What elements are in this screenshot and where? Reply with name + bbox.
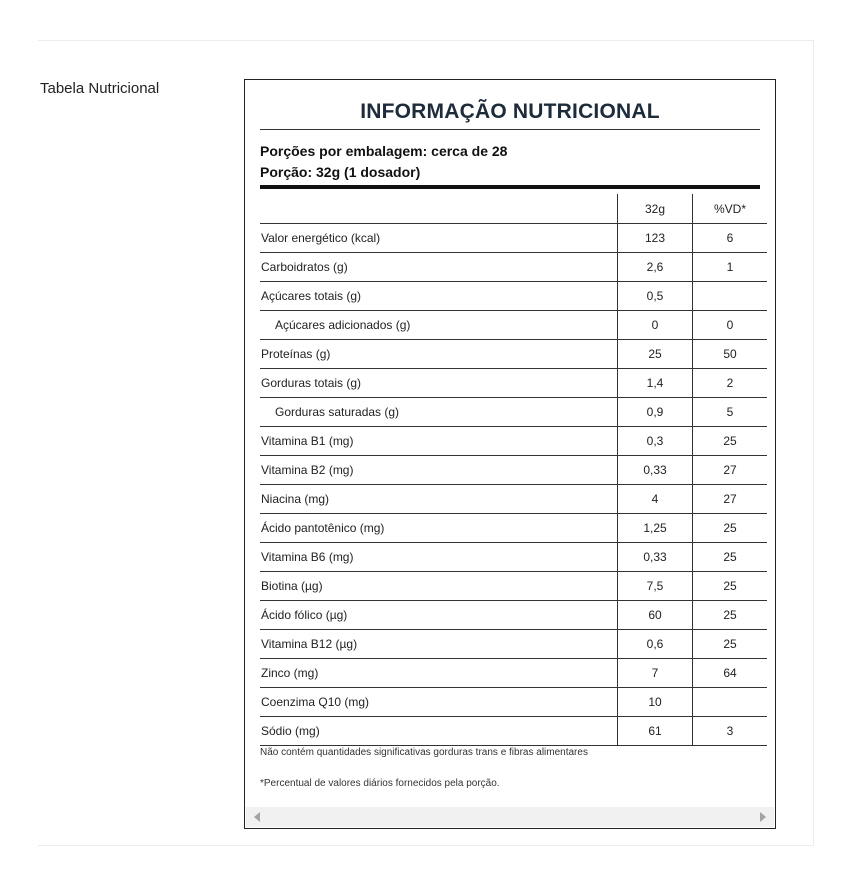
nutrient-amount: 7,5 bbox=[618, 572, 693, 601]
note-trans-fiber: Não contém quantidades significativas gorduras trans e fibras alimentares bbox=[260, 747, 588, 758]
table-row bbox=[260, 630, 767, 659]
nutrient-amount: 0,6 bbox=[618, 630, 693, 659]
nutrient-amount: 0 bbox=[618, 311, 693, 340]
servings-per-package: Porções por embalagem: cerca de 28 bbox=[260, 143, 508, 159]
note-daily-value: *Percentual de valores diários fornecidos pela porção. bbox=[260, 778, 500, 789]
nutrient-name: Vitamina B12 (µg) bbox=[260, 630, 618, 659]
nutrient-dv: 6 bbox=[693, 224, 768, 253]
nutrient-name: Sódio (mg) bbox=[260, 717, 618, 746]
nutrient-amount: 60 bbox=[618, 601, 693, 630]
nutrient-dv: 5 bbox=[693, 398, 768, 427]
table-row bbox=[260, 224, 767, 253]
nutrient-amount: 4 bbox=[618, 485, 693, 514]
table-row bbox=[260, 688, 767, 717]
nutrient-dv: 2 bbox=[693, 369, 768, 398]
nutrient-name: Vitamina B2 (mg) bbox=[260, 456, 618, 485]
nutrient-name: Valor energético (kcal) bbox=[260, 224, 618, 253]
table-row bbox=[260, 659, 767, 688]
nutrient-amount: 0,33 bbox=[618, 456, 693, 485]
column-header-dv: %VD* bbox=[693, 194, 768, 224]
chevron-left-icon[interactable] bbox=[254, 812, 260, 822]
nutrient-name: Ácido pantotênico (mg) bbox=[260, 514, 618, 543]
column-header-amount: 32g bbox=[618, 194, 693, 224]
nutrient-name: Açúcares adicionados (g) bbox=[260, 311, 618, 340]
nutrient-name: Coenzima Q10 (mg) bbox=[260, 688, 618, 717]
nutrient-dv: 25 bbox=[693, 601, 768, 630]
nutrient-dv: 25 bbox=[693, 514, 768, 543]
nutrient-amount: 0,3 bbox=[618, 427, 693, 456]
nutrient-dv: 25 bbox=[693, 572, 768, 601]
nutrient-name: Ácido fólico (µg) bbox=[260, 601, 618, 630]
table-row bbox=[260, 572, 767, 601]
nutrient-dv: 25 bbox=[693, 543, 768, 572]
nutrient-dv: 64 bbox=[693, 659, 768, 688]
nutrient-dv: 3 bbox=[693, 717, 768, 746]
nutrient-amount: 7 bbox=[618, 659, 693, 688]
nutrient-name: Carboidratos (g) bbox=[260, 253, 618, 282]
nutrient-name: Zinco (mg) bbox=[260, 659, 618, 688]
column-header-name bbox=[260, 194, 618, 224]
nutrient-amount: 25 bbox=[618, 340, 693, 369]
nutrient-dv bbox=[693, 688, 768, 717]
nutrient-amount: 2,6 bbox=[618, 253, 693, 282]
nutrient-dv: 25 bbox=[693, 630, 768, 659]
nutrition-table bbox=[260, 194, 767, 746]
table-row bbox=[260, 369, 767, 398]
nutrient-name: Vitamina B1 (mg) bbox=[260, 427, 618, 456]
table-row bbox=[260, 543, 767, 572]
nutrient-name: Biotina (µg) bbox=[260, 572, 618, 601]
table-row bbox=[260, 253, 767, 282]
nutrient-dv: 1 bbox=[693, 253, 768, 282]
table-row bbox=[260, 601, 767, 630]
nutrient-name: Gorduras totais (g) bbox=[260, 369, 618, 398]
table-row bbox=[260, 340, 767, 369]
nutrition-label bbox=[244, 79, 776, 829]
table-row bbox=[260, 485, 767, 514]
thick-divider bbox=[260, 185, 760, 189]
nutrient-name: Proteínas (g) bbox=[260, 340, 618, 369]
label-title: INFORMAÇÃO NUTRICIONAL bbox=[360, 100, 660, 123]
nutrient-name: Niacina (mg) bbox=[260, 485, 618, 514]
nutrient-amount: 1,25 bbox=[618, 514, 693, 543]
serving-size: Porção: 32g (1 dosador) bbox=[260, 164, 421, 180]
table-row bbox=[260, 398, 767, 427]
nutrient-dv: 0 bbox=[693, 311, 768, 340]
table-row bbox=[260, 456, 767, 485]
horizontal-scrollbar[interactable] bbox=[246, 807, 774, 827]
table-header-row bbox=[260, 194, 767, 224]
nutrient-amount: 61 bbox=[618, 717, 693, 746]
nutrient-amount: 10 bbox=[618, 688, 693, 717]
nutrient-amount: 0,5 bbox=[618, 282, 693, 311]
nutrient-name: Gorduras saturadas (g) bbox=[260, 398, 618, 427]
nutrient-dv: 50 bbox=[693, 340, 768, 369]
table-row bbox=[260, 282, 767, 311]
table-row bbox=[260, 311, 767, 340]
chevron-right-icon[interactable] bbox=[760, 812, 766, 822]
nutrient-amount: 0,9 bbox=[618, 398, 693, 427]
table-row bbox=[260, 717, 767, 746]
nutrient-dv: 27 bbox=[693, 485, 768, 514]
nutrient-amount: 0,33 bbox=[618, 543, 693, 572]
table-row bbox=[260, 427, 767, 456]
title-divider bbox=[260, 129, 760, 130]
nutrient-dv: 27 bbox=[693, 456, 768, 485]
table-row bbox=[260, 514, 767, 543]
section-label: Tabela Nutricional bbox=[40, 80, 160, 97]
nutrient-dv: 25 bbox=[693, 427, 768, 456]
nutrient-amount: 1,4 bbox=[618, 369, 693, 398]
nutrient-amount: 123 bbox=[618, 224, 693, 253]
nutrient-name: Açúcares totais (g) bbox=[260, 282, 618, 311]
nutrient-name: Vitamina B6 (mg) bbox=[260, 543, 618, 572]
nutrient-dv bbox=[693, 282, 768, 311]
